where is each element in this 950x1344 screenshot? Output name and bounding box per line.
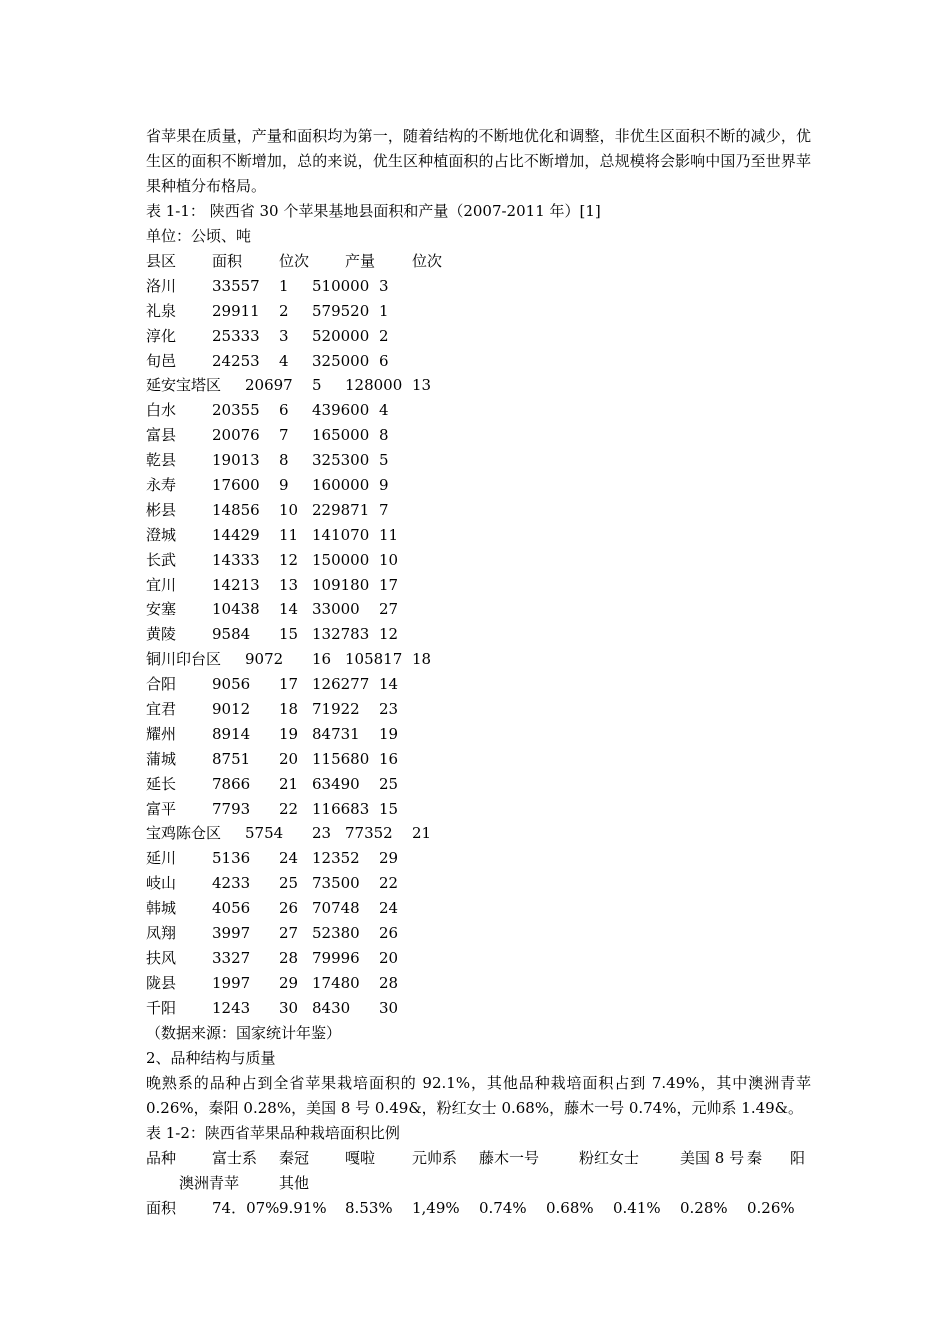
- table1-area-rank: 12: [279, 550, 299, 569]
- table1-county: 延川: [146, 849, 177, 868]
- table1-row: [146, 772, 811, 797]
- table1-output: 160000: [312, 476, 370, 495]
- table1-row: [146, 373, 811, 398]
- table1-county: 岐山: [146, 874, 177, 893]
- table1-area: 9012: [212, 700, 251, 719]
- table2-variety: 澳洲青苹: [179, 1173, 240, 1192]
- table1-header-output-rank: 位次: [412, 252, 443, 270]
- table1-area: 24253: [212, 351, 260, 370]
- document-page: [146, 124, 811, 1221]
- table1-county: 礼泉: [146, 301, 177, 320]
- table1-area: 20697: [245, 376, 293, 395]
- table1-county: 延安宝塔区: [146, 376, 222, 395]
- table2-variety: 粉红女士: [579, 1148, 640, 1167]
- table1-output-rank: 26: [379, 924, 399, 943]
- table1-output: 229871: [312, 500, 370, 519]
- table1-row: [146, 398, 811, 423]
- table1-output: 150000: [312, 550, 370, 569]
- table1-output-rank: 12: [379, 625, 399, 644]
- table1-area: 9584: [212, 625, 251, 644]
- table1-county: 澄城: [146, 525, 177, 544]
- table1-area: 1243: [212, 998, 251, 1017]
- table1-area-rank: 28: [279, 948, 299, 967]
- table1-area-rank: 2: [279, 301, 289, 320]
- table1-area: 14213: [212, 575, 260, 594]
- table1-area-rank: 21: [279, 774, 299, 793]
- table1-output-rank: 14: [379, 675, 399, 694]
- table1-area: 9072: [245, 650, 284, 669]
- table1-area-rank: 3: [279, 326, 289, 345]
- table1-row: [146, 871, 811, 896]
- table1-output-rank: 1: [379, 301, 389, 320]
- table1-body: [146, 274, 811, 1021]
- table2-variety-row: [146, 1146, 811, 1171]
- table1-area: 14333: [212, 550, 260, 569]
- table2-area: 0.28%: [680, 1198, 728, 1217]
- table1-county: 宝鸡陈仓区: [146, 824, 222, 843]
- table1-area-rank: 13: [279, 575, 299, 594]
- table1-output: 77352: [345, 824, 393, 843]
- table1-area-rank: 26: [279, 899, 299, 918]
- table1-area-rank: 23: [312, 824, 332, 843]
- table2-area: 0.68%: [546, 1198, 594, 1217]
- table1-row: [146, 274, 811, 299]
- table2-variety: 嘎啦: [345, 1148, 376, 1167]
- table1-area: 7866: [212, 774, 251, 793]
- table1-output-rank: 6: [379, 351, 389, 370]
- table1-row: [146, 324, 811, 349]
- table1-output: 109180: [312, 575, 370, 594]
- table1-output-rank: 24: [379, 899, 399, 918]
- table1-row: [146, 299, 811, 324]
- table1-area: 4056: [212, 899, 251, 918]
- table1-county: 扶风: [146, 948, 177, 967]
- table2-variety-label: 品种: [146, 1148, 177, 1167]
- table1-output-rank: 13: [412, 376, 432, 395]
- table1-area-rank: 4: [279, 351, 289, 370]
- table1-output-rank: 30: [379, 998, 399, 1017]
- table1-output: 115680: [312, 749, 370, 768]
- table1-area: 1997: [212, 973, 251, 992]
- table1-area: 33557: [212, 276, 260, 295]
- table1-area-rank: 17: [279, 675, 299, 694]
- table1-output-rank: 22: [379, 874, 399, 893]
- table1-output: 116683: [312, 799, 370, 818]
- table1-output: 52380: [312, 924, 360, 943]
- table1-output: 325000: [312, 351, 370, 370]
- table1-county: 乾县: [146, 451, 177, 470]
- table1-output-rank: 9: [379, 476, 389, 495]
- table1-row: [146, 573, 811, 598]
- table1-county: 千阳: [146, 998, 177, 1017]
- table1-row: [146, 498, 811, 523]
- table1-output: 510000: [312, 276, 370, 295]
- table1-row: [146, 946, 811, 971]
- table2-area-label: 面积: [146, 1198, 177, 1217]
- table2-variety: 其他: [279, 1173, 310, 1192]
- table1-area: 5754: [245, 824, 284, 843]
- table1-area-rank: 6: [279, 401, 289, 420]
- table1-area: 29911: [212, 301, 260, 320]
- table1-area-rank: 1: [279, 276, 289, 295]
- table1-county: 安塞: [146, 600, 177, 619]
- table2-variety-row-wrap: [146, 1171, 811, 1196]
- table1-output: 165000: [312, 426, 370, 445]
- table1-area: 14429: [212, 525, 260, 544]
- table1-output-rank: 15: [379, 799, 399, 818]
- table1-output-rank: 16: [379, 749, 399, 768]
- table1-row: [146, 548, 811, 573]
- table1-row: [146, 672, 811, 697]
- table1-row: [146, 747, 811, 772]
- table1-output-rank: 21: [412, 824, 432, 843]
- table1-row: [146, 523, 811, 548]
- table1-area: 10438: [212, 600, 260, 619]
- table1-area: 20076: [212, 426, 260, 445]
- table1-output: 325300: [312, 451, 370, 470]
- table2-variety: 秦冠: [279, 1148, 310, 1167]
- table1-area: 9056: [212, 675, 251, 694]
- table1-county: 宜君: [146, 700, 177, 719]
- table2-variety: 阳: [790, 1148, 806, 1167]
- section2-paragraph: 晚熟系的品种占到全省苹果栽培面积的 92.1%，其他品种栽培面积占到 7.49%，其中澳洲青苹 0.26%，秦阳 0.28%，美国 8 号 0.49&，粉红女士 0.68%，藤木一号 0.74%，元帅系 1.49&。: [146, 1073, 811, 1117]
- table1-row: [146, 622, 811, 647]
- table1-output-rank: 2: [379, 326, 389, 345]
- table2-area: 8.53%: [345, 1198, 393, 1217]
- table2-variety: 元帅系: [412, 1148, 458, 1167]
- table1-header-row: [146, 249, 811, 274]
- table1-output-rank: 10: [379, 550, 399, 569]
- table1-caption: 表 1-1： 陕西省 30 个苹果基地县面积和产量（2007-2011 年）[1]: [146, 202, 601, 220]
- table1-county: 凤翔: [146, 924, 177, 943]
- table1-output-rank: 3: [379, 276, 389, 295]
- table1-output-rank: 17: [379, 575, 399, 594]
- table1-county: 韩城: [146, 899, 177, 918]
- table1-area: 14856: [212, 500, 260, 519]
- table1-row: [146, 697, 811, 722]
- table1-output: 70748: [312, 899, 360, 918]
- table1-county: 黄陵: [146, 625, 177, 644]
- table2-area: 74．07%: [212, 1198, 280, 1217]
- table1-output-rank: 27: [379, 600, 399, 619]
- table1-header-county: 县区: [146, 252, 177, 270]
- table1-header-output: 产量: [345, 252, 376, 270]
- table1-output: 520000: [312, 326, 370, 345]
- table2-variety: 藤木一号: [479, 1148, 540, 1167]
- table1-output: 71922: [312, 700, 360, 719]
- table1-output: 84731: [312, 724, 360, 743]
- table1-area-rank: 8: [279, 451, 289, 470]
- table2-area: 0.74%: [479, 1198, 527, 1217]
- table1-output: 79996: [312, 948, 360, 967]
- table1-area: 5136: [212, 849, 251, 868]
- table1-output: 73500: [312, 874, 360, 893]
- table2-area: 0.41%: [613, 1198, 661, 1217]
- table1-row: [146, 473, 811, 498]
- table1-area: 7793: [212, 799, 251, 818]
- table1-output: 128000: [345, 376, 403, 395]
- table1-area-rank: 14: [279, 600, 299, 619]
- table1-area: 8914: [212, 724, 251, 743]
- table1-area: 8751: [212, 749, 251, 768]
- table1-output-rank: 19: [379, 724, 399, 743]
- table1-county: 淳化: [146, 326, 177, 345]
- table1-county: 合阳: [146, 675, 177, 694]
- table1-output-rank: 28: [379, 973, 399, 992]
- table1-area-rank: 25: [279, 874, 299, 893]
- table1-area-rank: 22: [279, 799, 299, 818]
- table1-output-rank: 11: [379, 525, 399, 544]
- table1-area-rank: 30: [279, 998, 299, 1017]
- table1-area-rank: 7: [279, 426, 289, 445]
- section2-heading: 2、品种结构与质量: [146, 1048, 276, 1067]
- table1-output-rank: 4: [379, 401, 389, 420]
- table1-header-area-rank: 位次: [279, 252, 310, 270]
- table1-output-rank: 5: [379, 451, 389, 470]
- table1-area-rank: 20: [279, 749, 299, 768]
- table2-caption: 表 1-2：陕西省苹果品种栽培面积比例: [146, 1123, 400, 1142]
- table1-output: 12352: [312, 849, 360, 868]
- table1-output: 63490: [312, 774, 360, 793]
- table1-output: 17480: [312, 973, 360, 992]
- table1-area-rank: 27: [279, 924, 299, 943]
- table1-output-rank: 8: [379, 426, 389, 445]
- table1-county: 铜川印台区: [146, 650, 222, 669]
- table1-output: 105817: [345, 650, 403, 669]
- table1-unit: 单位：公顷、吨: [146, 227, 252, 245]
- table1-header-area: 面积: [212, 252, 243, 270]
- table1-county: 永寿: [146, 476, 177, 495]
- table1-row: [146, 647, 811, 672]
- table1-area-rank: 29: [279, 973, 299, 992]
- table1-output-rank: 25: [379, 774, 399, 793]
- table1-area: 3327: [212, 948, 251, 967]
- table1-row: [146, 797, 811, 822]
- table2-area: 0.26%: [747, 1198, 795, 1217]
- table1-county: 宜川: [146, 575, 177, 594]
- table1-area: 17600: [212, 476, 260, 495]
- table1-output: 8430: [312, 998, 351, 1017]
- table1-area: 25333: [212, 326, 260, 345]
- table1-row: [146, 821, 811, 846]
- table1-output-rank: 20: [379, 948, 399, 967]
- table1-output-rank: 23: [379, 700, 399, 719]
- table1-area: 20355: [212, 401, 260, 420]
- table2-variety: 富士系: [212, 1148, 258, 1167]
- table1-county: 白水: [146, 401, 177, 420]
- table1-county: 陇县: [146, 973, 177, 992]
- table1-area-rank: 10: [279, 500, 299, 519]
- table2-area: 9.91%: [279, 1198, 327, 1217]
- table1-output: 126277: [312, 675, 370, 694]
- table1-area: 19013: [212, 451, 260, 470]
- table1-county: 彬县: [146, 500, 177, 519]
- table2-area: 1,49%: [412, 1198, 460, 1217]
- table1-output-rank: 29: [379, 849, 399, 868]
- table1-area-rank: 9: [279, 476, 289, 495]
- table1-output: 132783: [312, 625, 370, 644]
- table1-county: 长武: [146, 550, 177, 569]
- table1-area-rank: 15: [279, 625, 299, 644]
- table1-output: 33000: [312, 600, 360, 619]
- table2-variety: 秦: [747, 1148, 763, 1167]
- table1-row: [146, 996, 811, 1021]
- table1-area-rank: 16: [312, 650, 332, 669]
- table1-output: 579520: [312, 301, 370, 320]
- table2-area-row: [146, 1196, 811, 1221]
- table1-output-rank: 18: [412, 650, 432, 669]
- table1-area-rank: 18: [279, 700, 299, 719]
- table1-county: 富县: [146, 426, 177, 445]
- table1-row: [146, 423, 811, 448]
- table1-area-rank: 5: [312, 376, 322, 395]
- table1-county: 洛川: [146, 276, 177, 295]
- table1-row: [146, 597, 811, 622]
- table1-row: [146, 971, 811, 996]
- table1-row: [146, 921, 811, 946]
- table1-area-rank: 11: [279, 525, 299, 544]
- table1-county: 旬邑: [146, 351, 177, 370]
- table1-row: [146, 448, 811, 473]
- table1-area-rank: 19: [279, 724, 299, 743]
- table1-row: [146, 722, 811, 747]
- table2-variety: 美国 8 号: [680, 1148, 745, 1167]
- table1-row: [146, 896, 811, 921]
- table1-area: 4233: [212, 874, 251, 893]
- table1-county: 蒲城: [146, 749, 177, 768]
- table1-output: 141070: [312, 525, 370, 544]
- table1-output-rank: 7: [379, 500, 389, 519]
- table1-county: 富平: [146, 799, 177, 818]
- table1-county: 延长: [146, 774, 177, 793]
- table1-row: [146, 349, 811, 374]
- intro-paragraph: 省苹果在质量，产量和面积均为第一，随着结构的不断地优化和调整，非优生区面积不断的减少，优生区的面积不断增加，总的来说，优生区种植面积的占比不断增加，总规模将会影响中国乃至世界苹果种植分布格局。: [146, 127, 811, 195]
- table1-county: 耀州: [146, 724, 177, 743]
- table1-row: [146, 846, 811, 871]
- table1-source: （数据来源：国家统计年鉴）: [146, 1023, 342, 1042]
- table1-output: 439600: [312, 401, 370, 420]
- table1-area-rank: 24: [279, 849, 299, 868]
- table1-area: 3997: [212, 924, 251, 943]
